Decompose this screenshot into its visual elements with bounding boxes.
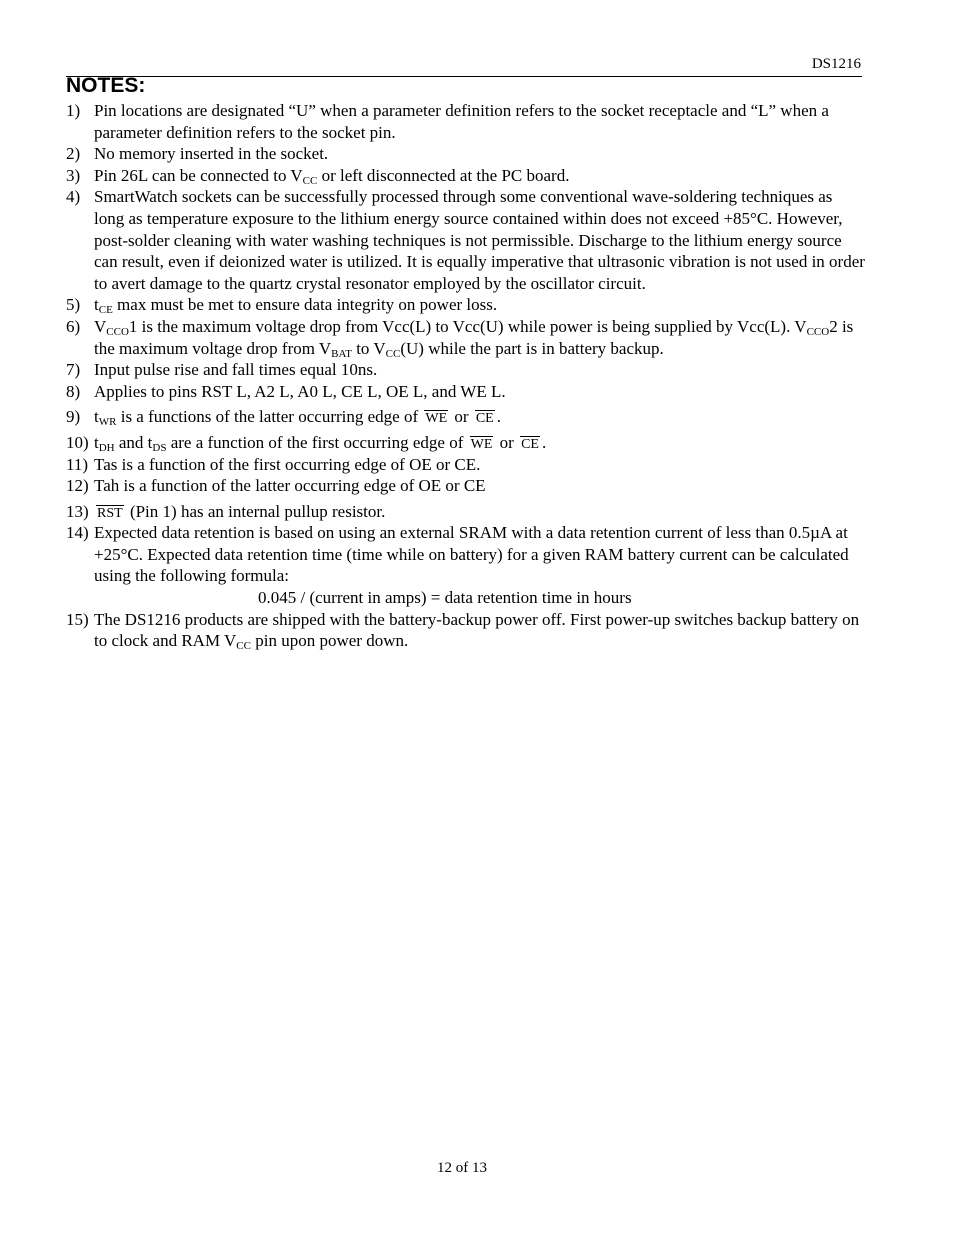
note-6: 6) $V_{CCO}1$ is the maximum voltage drop from Vcc(L) to Vcc(U) while power is being supplied by Vcc(L). $V_{CCO}2$ is the maximum voltage drop from $V_{BAT}$ to $V_{CC}(U)$ while the part is in battery backup. xyxy=(66,316,854,360)
notes-list xyxy=(66,100,866,652)
note-10: 10) $t_{DH}$ and $t_{DS}$ are a function of the first occurring edge of WE or CE . xyxy=(66,432,547,454)
ce-bar-signal: CE xyxy=(475,411,494,427)
note-2: 2) No memory inserted in the socket. xyxy=(66,144,329,164)
header-rule xyxy=(66,76,862,77)
note-12: 12) Tah is a function of the latter occurring edge of OE or CE xyxy=(66,476,486,496)
note-9: 9) $t_{WR}$ is a functions of the latter occurring edge of WE or CE . xyxy=(66,407,501,429)
note-4: 4) SmartWatch sockets can be successfully processed through some conventional wave-soldering techniques as long as temperature exposure to the lithium energy source contained within does not exceed +85°C. However, post-solder cleaning with water washing techniques is not permissible. Discharge to the lithium energy source can result, even if deionized water is utilized. It is equally imperative that ultrasonic vibration is not used in order to avert damage to the quartz crystal resonator employed by the oscillator circuit. xyxy=(66,187,865,293)
ce-bar-signal: CE xyxy=(521,436,539,452)
retention-formula: 0.045 / (current in amps) = data retention time in hours xyxy=(258,588,632,608)
we-bar-signal: WE xyxy=(425,411,448,427)
document-id: DS1216 xyxy=(811,56,861,72)
note-3: 3) Pin 26L can be connected to $V_{CC}$ or left disconnected at the PC board. xyxy=(66,165,570,187)
note-1: 1) Pin locations are designated “U” when a parameter definition refers to the socket receptacle and “L” when a parameter definition refers to the socket pin. xyxy=(66,101,829,142)
rst-bar-signal: RST xyxy=(97,505,123,521)
note-5: 5) $t_{CE}$ max must be met to ensure data integrity on power loss. xyxy=(66,295,498,317)
page-number: 12 of 13 xyxy=(437,1160,487,1176)
note-15: 15) The DS1216 products are shipped with the battery-backup power off. First power-up switches backup battery on to clock and RAM $V_{CC}$ pin upon power down. xyxy=(66,609,860,653)
notes-title: NOTES: xyxy=(66,74,146,97)
note-7: 7) Input pulse rise and fall times equal 10ns. xyxy=(66,360,378,380)
note-11: 11) Tas is a function of the first occurring edge of OE or CE. xyxy=(66,454,481,474)
we-bar-signal: WE xyxy=(470,436,493,452)
note-14: 14) Expected data retention is based on using an external SRAM with a data retention current of less than 0.5µA at +25°C. Expected data retention time (time while on battery) for a given RAM battery current can be calculated using the following formula: 0.045 / (current in amps) = data retention time in hours xyxy=(66,522,866,608)
note-8: 8) Applies to pins RST L, A2 L, A0 L, CE L, OE L, and WE L. xyxy=(66,381,506,401)
note-13: 13) RST (Pin 1) has an internal pullup resistor. xyxy=(66,501,386,521)
